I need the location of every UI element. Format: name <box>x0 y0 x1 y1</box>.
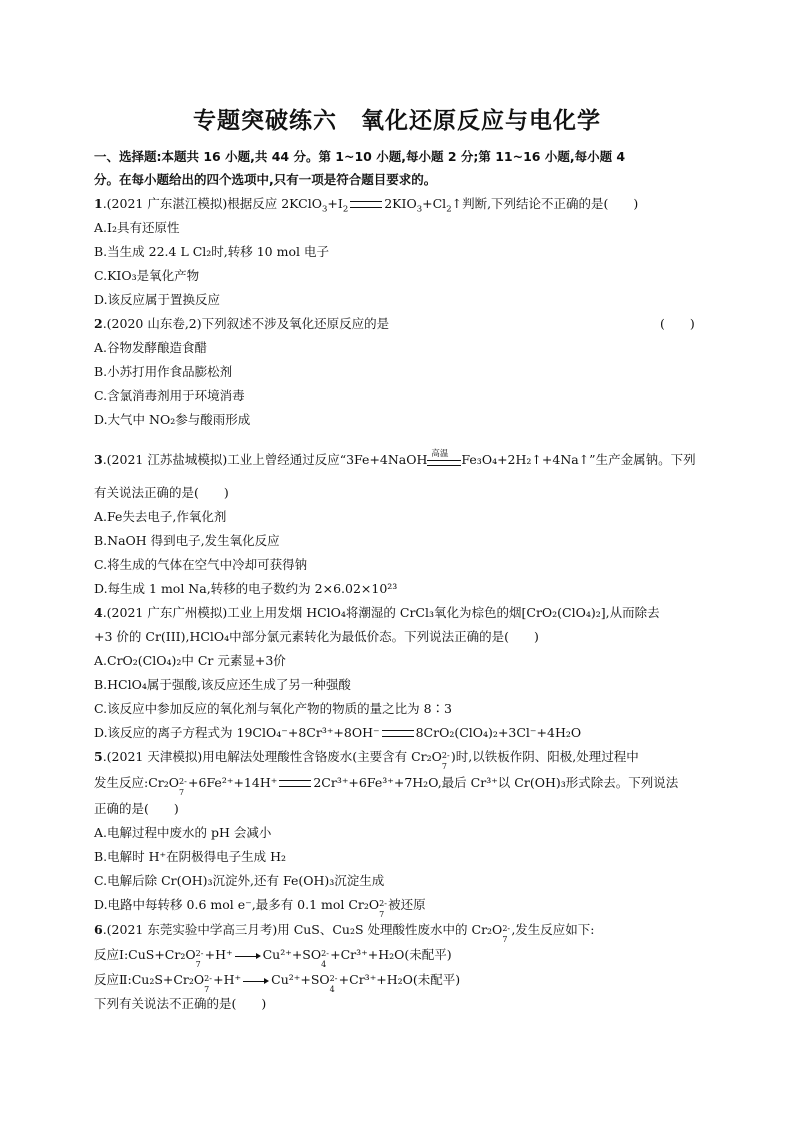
ion-charge: 2- 7 <box>179 776 187 797</box>
question-6-reaction-1: 反应Ⅰ:CuS+Cr₂O 2- 7 +H⁺ Cu²⁺+SO 2- 4 +Cr³⁺+H₂O(未配平) <box>94 947 452 969</box>
question-5-stem-3: 正确的是( ) <box>94 801 179 816</box>
question-5-stem-2: 发生反应:Cr₂O 2- 7 +6Fe²⁺+14H⁺ 2Cr³⁺+6Fe³⁺+7H₂O,最后 Cr³⁺以 Cr(OH)₃形式除去。下列说法 <box>94 775 679 797</box>
ion-charge: 2- 7 <box>502 923 511 944</box>
equals-sign <box>382 730 414 737</box>
question-1-option-c: C.KIO₃是氧化产物 <box>94 268 200 283</box>
question-number: 1 <box>94 196 103 211</box>
question-2-option-d: D.大气中 NO₂参与酸雨形成 <box>94 412 251 427</box>
question-3-option-b: B.NaOH 得到电子,发生氧化反应 <box>94 533 280 548</box>
equals-sign <box>279 780 311 787</box>
question-4-option-d: D.该反应的离子方程式为 19ClO₄⁻+8Cr³⁺+8OH⁻ 8CrO₂(ClO₄)₂+3Cl⁻+4H₂O <box>94 725 582 740</box>
question-3-stem-2: 有关说法正确的是( ) <box>94 485 229 500</box>
question-2-option-b: B.小苏打用作食品膨松剂 <box>94 364 233 379</box>
question-5-option-d: D.电路中每转移 0.6 mol e⁻,最多有 0.1 mol Cr₂O 2- 7 被还原 <box>94 897 426 919</box>
question-number: 4 <box>94 605 103 620</box>
question-1-stem: 1.(2021 广东湛江模拟)根据反应 $2KClO_3+I_2$ $2KIO_3+Cl_2↑$判断,下列结论不正确的是( ) <box>94 196 639 215</box>
ion-charge: 2- 7 <box>195 948 204 969</box>
section-heading-line2: 分。在每小题给出的四个选项中,只有一项是符合题目要求的。 <box>94 172 437 187</box>
question-number: 6 <box>94 922 103 937</box>
question-1-option-d: D.该反应属于置换反应 <box>94 292 221 307</box>
reaction-arrow-icon <box>235 951 261 961</box>
question-number: 5 <box>94 749 103 764</box>
ion-charge: 2- 4 <box>329 973 338 994</box>
question-4-stem-2: +3 价的 Cr(III),HClO₄中部分氯元素转化为最低价态。下列说法正确的是( ) <box>94 629 539 644</box>
question-3-option-c: C.将生成的气体在空气中冷却可获得钠 <box>94 557 308 572</box>
question-5-option-b: B.电解时 H⁺在阴极得电子生成 H₂ <box>94 849 287 864</box>
question-2-option-c: C.含氯消毒剂用于环境消毒 <box>94 388 245 403</box>
question-4-stem: 4.(2021 广东广州模拟)工业上用发烟 HClO₄将潮湿的 CrCl₃氧化为棕色的烟[CrO₂(ClO₄)₂],从而除去 <box>94 605 660 620</box>
question-number: 2 <box>94 316 103 331</box>
question-1-option-a: A.I₂具有还原性 <box>94 220 180 235</box>
ion-charge: 2- 7 <box>379 898 387 919</box>
equals-sign <box>350 201 382 208</box>
ion-charge: 2- 4 <box>321 948 329 969</box>
question-6-stem-2: 下列有关说法不正确的是( ) <box>94 996 267 1011</box>
question-3-option-a: A.Fe失去电子,作氧化剂 <box>94 509 227 524</box>
question-1-option-b: B.当生成 22.4 L Cl₂时,转移 10 mol 电子 <box>94 244 329 259</box>
answer-paren: ( ) <box>660 316 695 331</box>
ion-charge: 2- 7 <box>441 750 450 771</box>
question-5-option-a: A.电解过程中废水的 pH 会减小 <box>94 825 272 840</box>
ion-charge: 2- 7 <box>204 973 212 994</box>
question-6-reaction-2: 反应Ⅱ:Cu₂S+Cr₂O 2- 7 +H⁺ Cu²⁺+SO 2- 4 +Cr³⁺+H₂O(未配平) <box>94 972 461 994</box>
question-5-stem: 5.(2021 天津模拟)用电解法处理酸性含铬废水(主要含有 Cr₂O 2- 7 )时,以铁板作阴、阳极,处理过程中 <box>94 749 639 771</box>
question-2-option-a: A.谷物发酵酿造食醋 <box>94 340 208 355</box>
section-heading-line1: 一、选择题:本题共 16 小题,共 44 分。第 1~10 小题,每小题 2 分;第 11~16 小题,每小题 4 <box>94 149 626 164</box>
question-5-option-c: C.电解后除 Cr(OH)₃沉淀外,还有 Fe(OH)₃沉淀生成 <box>94 873 385 888</box>
page-title: 专题突破练六 氧化还原反应与电化学 <box>193 108 601 134</box>
reaction-arrow-icon <box>243 976 269 986</box>
question-4-option-a: A.CrO₂(ClO₄)₂中 Cr 元素显+3价 <box>94 653 286 668</box>
question-6-stem: 6.(2021 东莞实验中学高三月考)用 CuS、Cu₂S 处理酸性废水中的 Cr₂O 2- 7 ,发生反应如下: <box>94 922 595 944</box>
question-number: 3 <box>94 452 103 467</box>
question-3-option-d: D.每生成 1 mol Na,转移的电子数约为 2×6.02×10²³ <box>94 581 398 596</box>
reaction-condition-equals: 高温 <box>427 454 461 468</box>
question-4-option-b: B.HClO₄属于强酸,该反应还生成了另一种强酸 <box>94 677 351 692</box>
question-4-option-c: C.该反应中参加反应的氧化剂与氧化产物的物质的量之比为 8∶3 <box>94 701 452 716</box>
question-2-stem: 2.(2020 山东卷,2)下列叙述不涉及氧化还原反应的是 <box>94 316 390 331</box>
question-3-stem: 3.(2021 江苏盐城模拟)工业上曾经通过反应“3Fe+4NaOH 高温 Fe₃O₄+2H₂↑+4Na↑”生产金属钠。下列 <box>94 448 696 467</box>
